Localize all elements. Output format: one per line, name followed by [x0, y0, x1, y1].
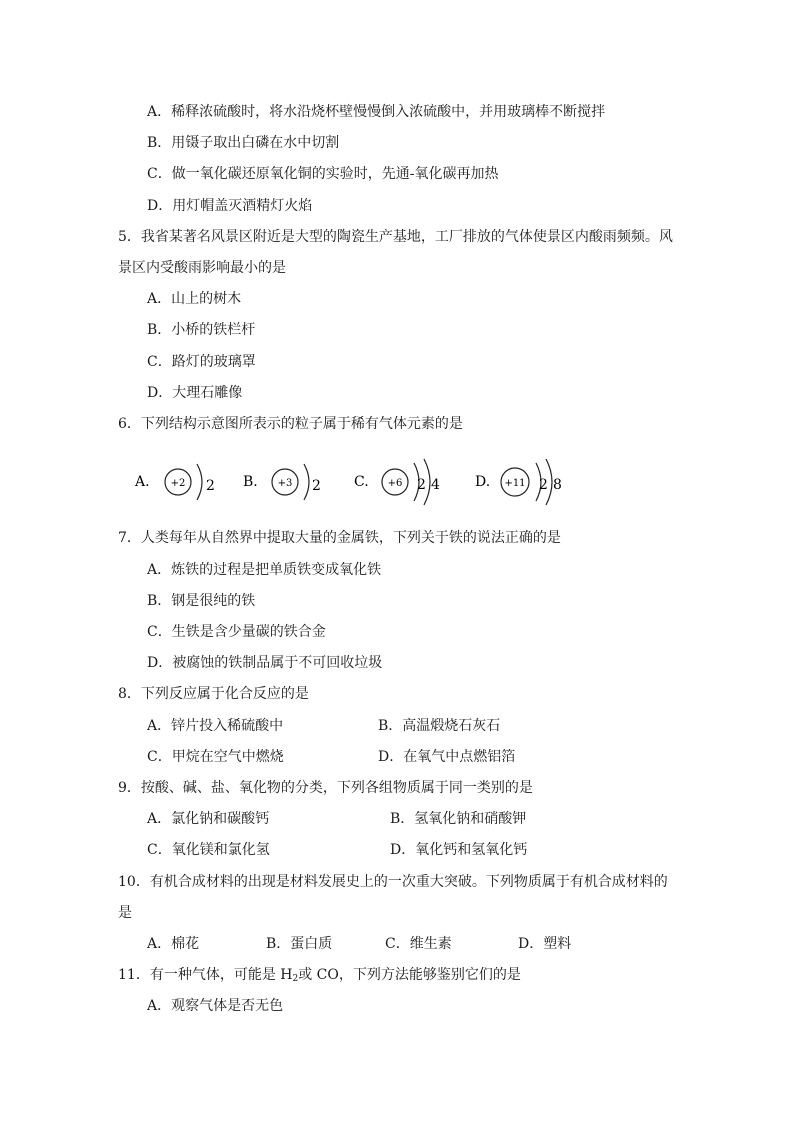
atom-a-label: A.: [135, 474, 150, 490]
q4-option-c: C．做一氧化碳还原氧化铜的实验时，先通-氧化碳再加热: [147, 166, 499, 182]
q10-option-d: D．塑料: [518, 936, 572, 952]
q9-option-d: D．氧化钙和氢氧化钙: [390, 842, 528, 858]
atom-c-label: C.: [354, 474, 369, 490]
atom-b-nucleus-charge: +3: [277, 478, 293, 489]
q10-option-b: B．蛋白质: [266, 936, 333, 952]
atom-diagram-b: [243, 464, 321, 500]
q7-option-b: B．钢是很纯的铁: [147, 593, 256, 609]
q11-stem-part2: 或 CO，下列方法能够鉴别它们的是: [298, 967, 521, 983]
atom-a-nucleus-charge: +2: [170, 478, 186, 489]
q7-option-a: A．炼铁的过程是把单质铁变成氧化铁: [147, 562, 382, 578]
q7-stem: 7．人类每年从自然界中提取大量的金属铁，下列关于铁的说法正确的是: [118, 530, 561, 546]
atom-b-shell-1-electrons: 2: [312, 478, 321, 494]
atom-d-shell-2-electrons: 8: [553, 477, 562, 493]
atom-diagram-a: [134, 464, 215, 500]
atom-d-label: D.: [475, 474, 491, 490]
q11-stem-subscript: 2: [292, 974, 299, 984]
atom-d-shell-1-electrons: 2: [539, 477, 548, 493]
q8-option-b: B．高温煅烧石灰石: [378, 718, 501, 734]
q10-stem-line1: 10．有机合成材料的出现是材料发展史上的一次重大突破。下列物质属于有机合成材料的: [118, 874, 668, 890]
atom-b-label: B.: [243, 474, 258, 490]
atom-a-shell-1-electrons: 2: [206, 478, 215, 494]
q5-option-a: A．山上的树木: [147, 291, 242, 307]
atom-diagram-d-wrapper: [470, 455, 580, 511]
atom-d-nucleus-charge: +11: [504, 478, 526, 489]
q10-option-c: C．维生素: [385, 936, 452, 952]
atom-c-shell-1-electrons: 2: [417, 477, 426, 493]
q11-option-a: A．观察气体是否无色: [147, 998, 284, 1014]
q5-option-c: C．路灯的玻璃罩: [147, 354, 256, 370]
atom-diagram-c: [354, 459, 440, 505]
atom-diagram-d: [475, 459, 562, 505]
q5-option-b: B．小桥的铁栏杆: [147, 322, 256, 338]
q8-option-a: A．锌片投入稀硫酸中: [147, 718, 284, 734]
q9-option-b: B．氢氧化钠和硝酸钾: [390, 811, 527, 827]
atom-b-shell-1: [304, 464, 309, 500]
q9-option-c: C．氧化镁和氯化氢: [147, 842, 270, 858]
q8-stem: 8．下列反应属于化合反应的是: [118, 686, 309, 702]
q10-stem-line2: 是: [118, 905, 132, 921]
q11-stem-part1: 11．有一种气体，可能是 H: [118, 967, 293, 983]
q4-option-b: B．用镊子取出白磷在水中切割: [147, 135, 340, 151]
q11-stem: [118, 965, 521, 989]
atom-structure-diagrams: [130, 455, 460, 511]
q6-stem: 6．下列结构示意图所表示的粒子属于稀有气体元素的是: [118, 416, 463, 432]
q9-stem: 9．按酸、碱、盐、氧化物的分类，下列各组物质属于同一类别的是: [118, 780, 533, 796]
q5-option-d: D．大理石雕像: [147, 385, 243, 401]
q8-option-c: C．甲烷在空气中燃烧: [147, 749, 284, 765]
q7-option-d: D．被腐蚀的铁制品属于不可回收垃圾: [147, 655, 383, 671]
q10-option-a: A．棉花: [147, 936, 200, 952]
q5-stem-line2: 景区内受酸雨影响最小的是: [118, 260, 286, 276]
atom-c-nucleus-charge: +6: [387, 478, 403, 489]
q4-option-a: A．稀释浓硫酸时，将水沿烧杯壁慢慢倒入浓硫酸中，并用玻璃棒不断搅拌: [147, 104, 606, 120]
atom-c-shell-2-electrons: 4: [431, 477, 440, 493]
q7-option-c: C．生铁是含少量碳的铁合金: [147, 624, 326, 640]
q4-option-d: D．用灯帽盖灭酒精灯火焰: [147, 198, 313, 214]
q9-option-a: A．氯化钠和碳酸钙: [147, 811, 270, 827]
q8-option-d: D．在氧气中点燃铝箔: [378, 749, 516, 765]
atom-a-shell-1: [197, 464, 202, 500]
q5-stem-line1: 5．我省某著名风景区附近是大型的陶瓷生产基地，工厂排放的气体使景区内酸雨频频。风: [118, 229, 673, 245]
